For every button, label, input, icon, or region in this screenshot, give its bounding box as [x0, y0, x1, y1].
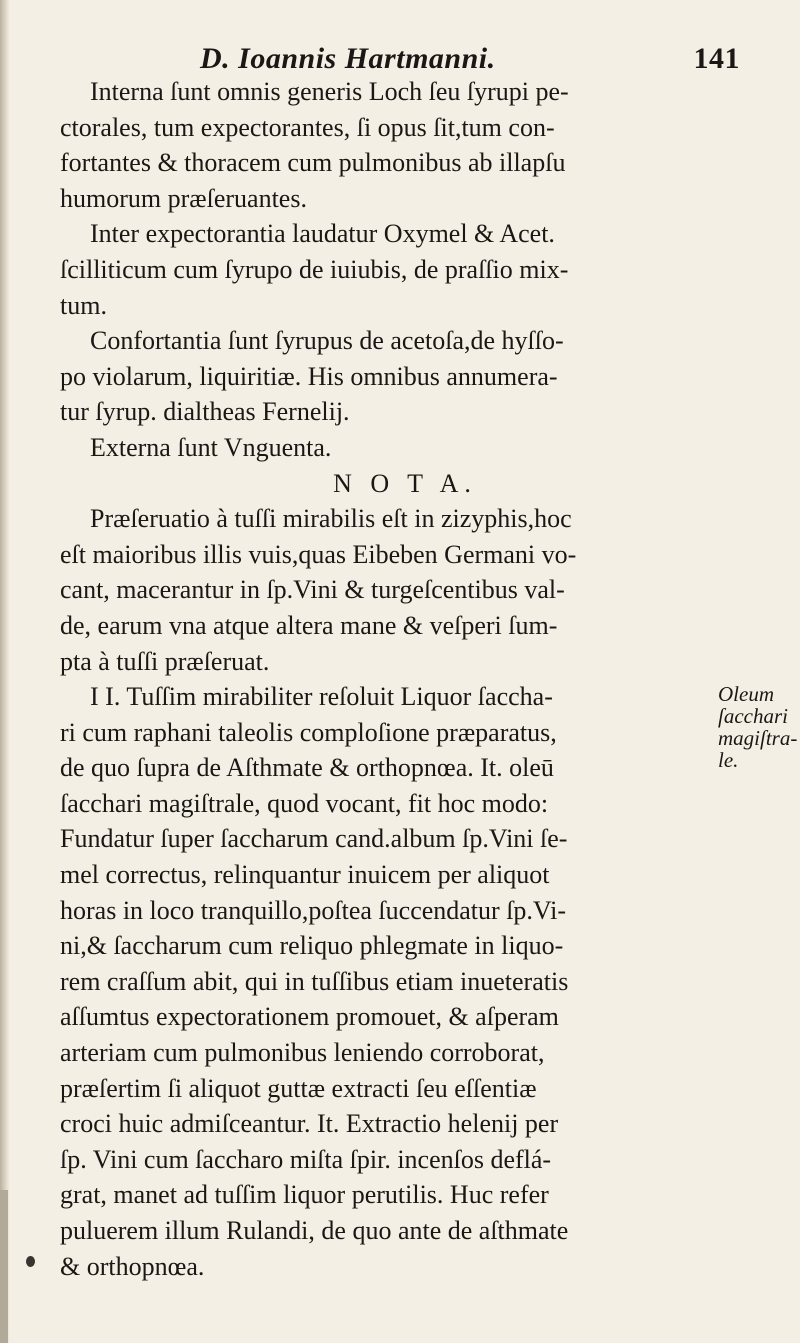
text-line: po violarum, liquiritiæ. His omnibus annumera-: [60, 361, 558, 391]
text-line: ſacchari magiſtrale, quod vocant, fit hoc modo:: [60, 788, 549, 818]
text-line: Externa ſunt Vnguenta.: [90, 432, 332, 462]
text-line: I I. Tuſſim mirabiliter reſoluit Liquor ſaccha-: [90, 682, 553, 712]
text-line: Inter expectorantia laudatur Oxymel & Acet.: [90, 219, 555, 249]
text-line: & orthopnœa.: [60, 1251, 205, 1281]
text-line: de, earum vna atque altera mane & veſperi ſum-: [60, 610, 558, 640]
margin-note-line: le.: [718, 748, 739, 772]
text-line: grat, manet ad tuſſim liquor perutilis. Huc refer: [60, 1180, 549, 1210]
text-line: croci huic admiſceantur. It. Extractio helenij per: [60, 1109, 559, 1139]
paragraph-externa: [60, 430, 710, 466]
text-line: humorum præſeruantes.: [60, 183, 307, 213]
text-line: horas in loco tranquillo,poſtea ſuccendatur ſp.Vi-: [60, 895, 567, 925]
text-line: Interna ſunt omnis generis Loch ſeu ſyrupi pe-: [90, 77, 569, 106]
text-line: ſcilliticum cum ſyrupo de iuiubis, de praſſio mix-: [60, 254, 569, 284]
paragraph-tussim: [60, 679, 710, 1284]
running-title: D. Ioannis Hartmanni.: [200, 42, 496, 75]
margin-note: [718, 683, 798, 771]
paragraph-praeseruatio: [60, 501, 710, 679]
nota-heading: N O T A.: [333, 468, 477, 498]
text-line: aſſumtus expectorationem promouet, & aſperam: [60, 1002, 559, 1032]
text-line: eſt maioribus illis vuis,quas Eibeben Germani vo-: [60, 539, 577, 569]
paragraph-interna: [60, 74, 710, 216]
paragraph-confortantia: [60, 323, 710, 430]
page-left-edge: [0, 0, 10, 1343]
text-line: præſertim ſi aliquot guttæ extracti ſeu eſſentiæ: [60, 1073, 537, 1103]
ink-blot: [26, 1256, 35, 1267]
text-line: rem craſſum abit, qui in tuſſibus etiam inueteratis: [60, 966, 569, 996]
body-text: [60, 74, 710, 1284]
text-line: fortantes & thoracem cum pulmonibus ab illapſu: [60, 148, 566, 178]
text-line: Confortantia ſunt ſyrupus de acetoſa,de hyſſo-: [90, 326, 564, 356]
text-line: arteriam cum pulmonibus leniendo corroborat,: [60, 1038, 545, 1068]
text-line: cant, macerantur in ſp.Vini & turgeſcentibus val-: [60, 575, 565, 605]
text-line: ni,& ſaccharum cum reliquo phlegmate in liquo-: [60, 931, 564, 961]
text-line: pta à tuſſi præſeruat.: [60, 646, 270, 676]
text-line: Fundatur ſuper ſaccharum cand.album ſp.Vini ſe-: [60, 824, 568, 854]
text-line: ſp. Vini cum ſaccharo miſta ſpir. incenſos deflá-: [60, 1144, 552, 1174]
margin-note-line: ſacchari: [718, 704, 788, 728]
text-line: ctorales, tum expectorantes, ſi opus ſit,tum con-: [60, 112, 555, 142]
paragraph-inter-expectorantia: [60, 216, 710, 323]
margin-note-line: Oleum: [718, 682, 774, 706]
margin-note-line: magiſtra-: [718, 726, 798, 750]
page-left-edge-shadow: [0, 1190, 8, 1343]
text-line: tur ſyrup. dialtheas Fernelij.: [60, 397, 350, 427]
text-line: de quo ſupra de Aſthmate & orthopnœa. It. oleū: [60, 753, 554, 783]
text-line: tum.: [60, 290, 107, 320]
text-line: Præſeruatio à tuſſi mirabilis eſt in zizyphis,hoc: [90, 504, 572, 534]
text-line: ri cum raphani taleolis comploſione præparatus,: [60, 717, 557, 747]
text-line: mel correctus, relinquantur inuicem per aliquot: [60, 860, 550, 890]
page-number: 141: [693, 42, 740, 75]
text-line: puluerem illum Rulandi, de quo ante de aſthmate: [60, 1216, 569, 1245]
